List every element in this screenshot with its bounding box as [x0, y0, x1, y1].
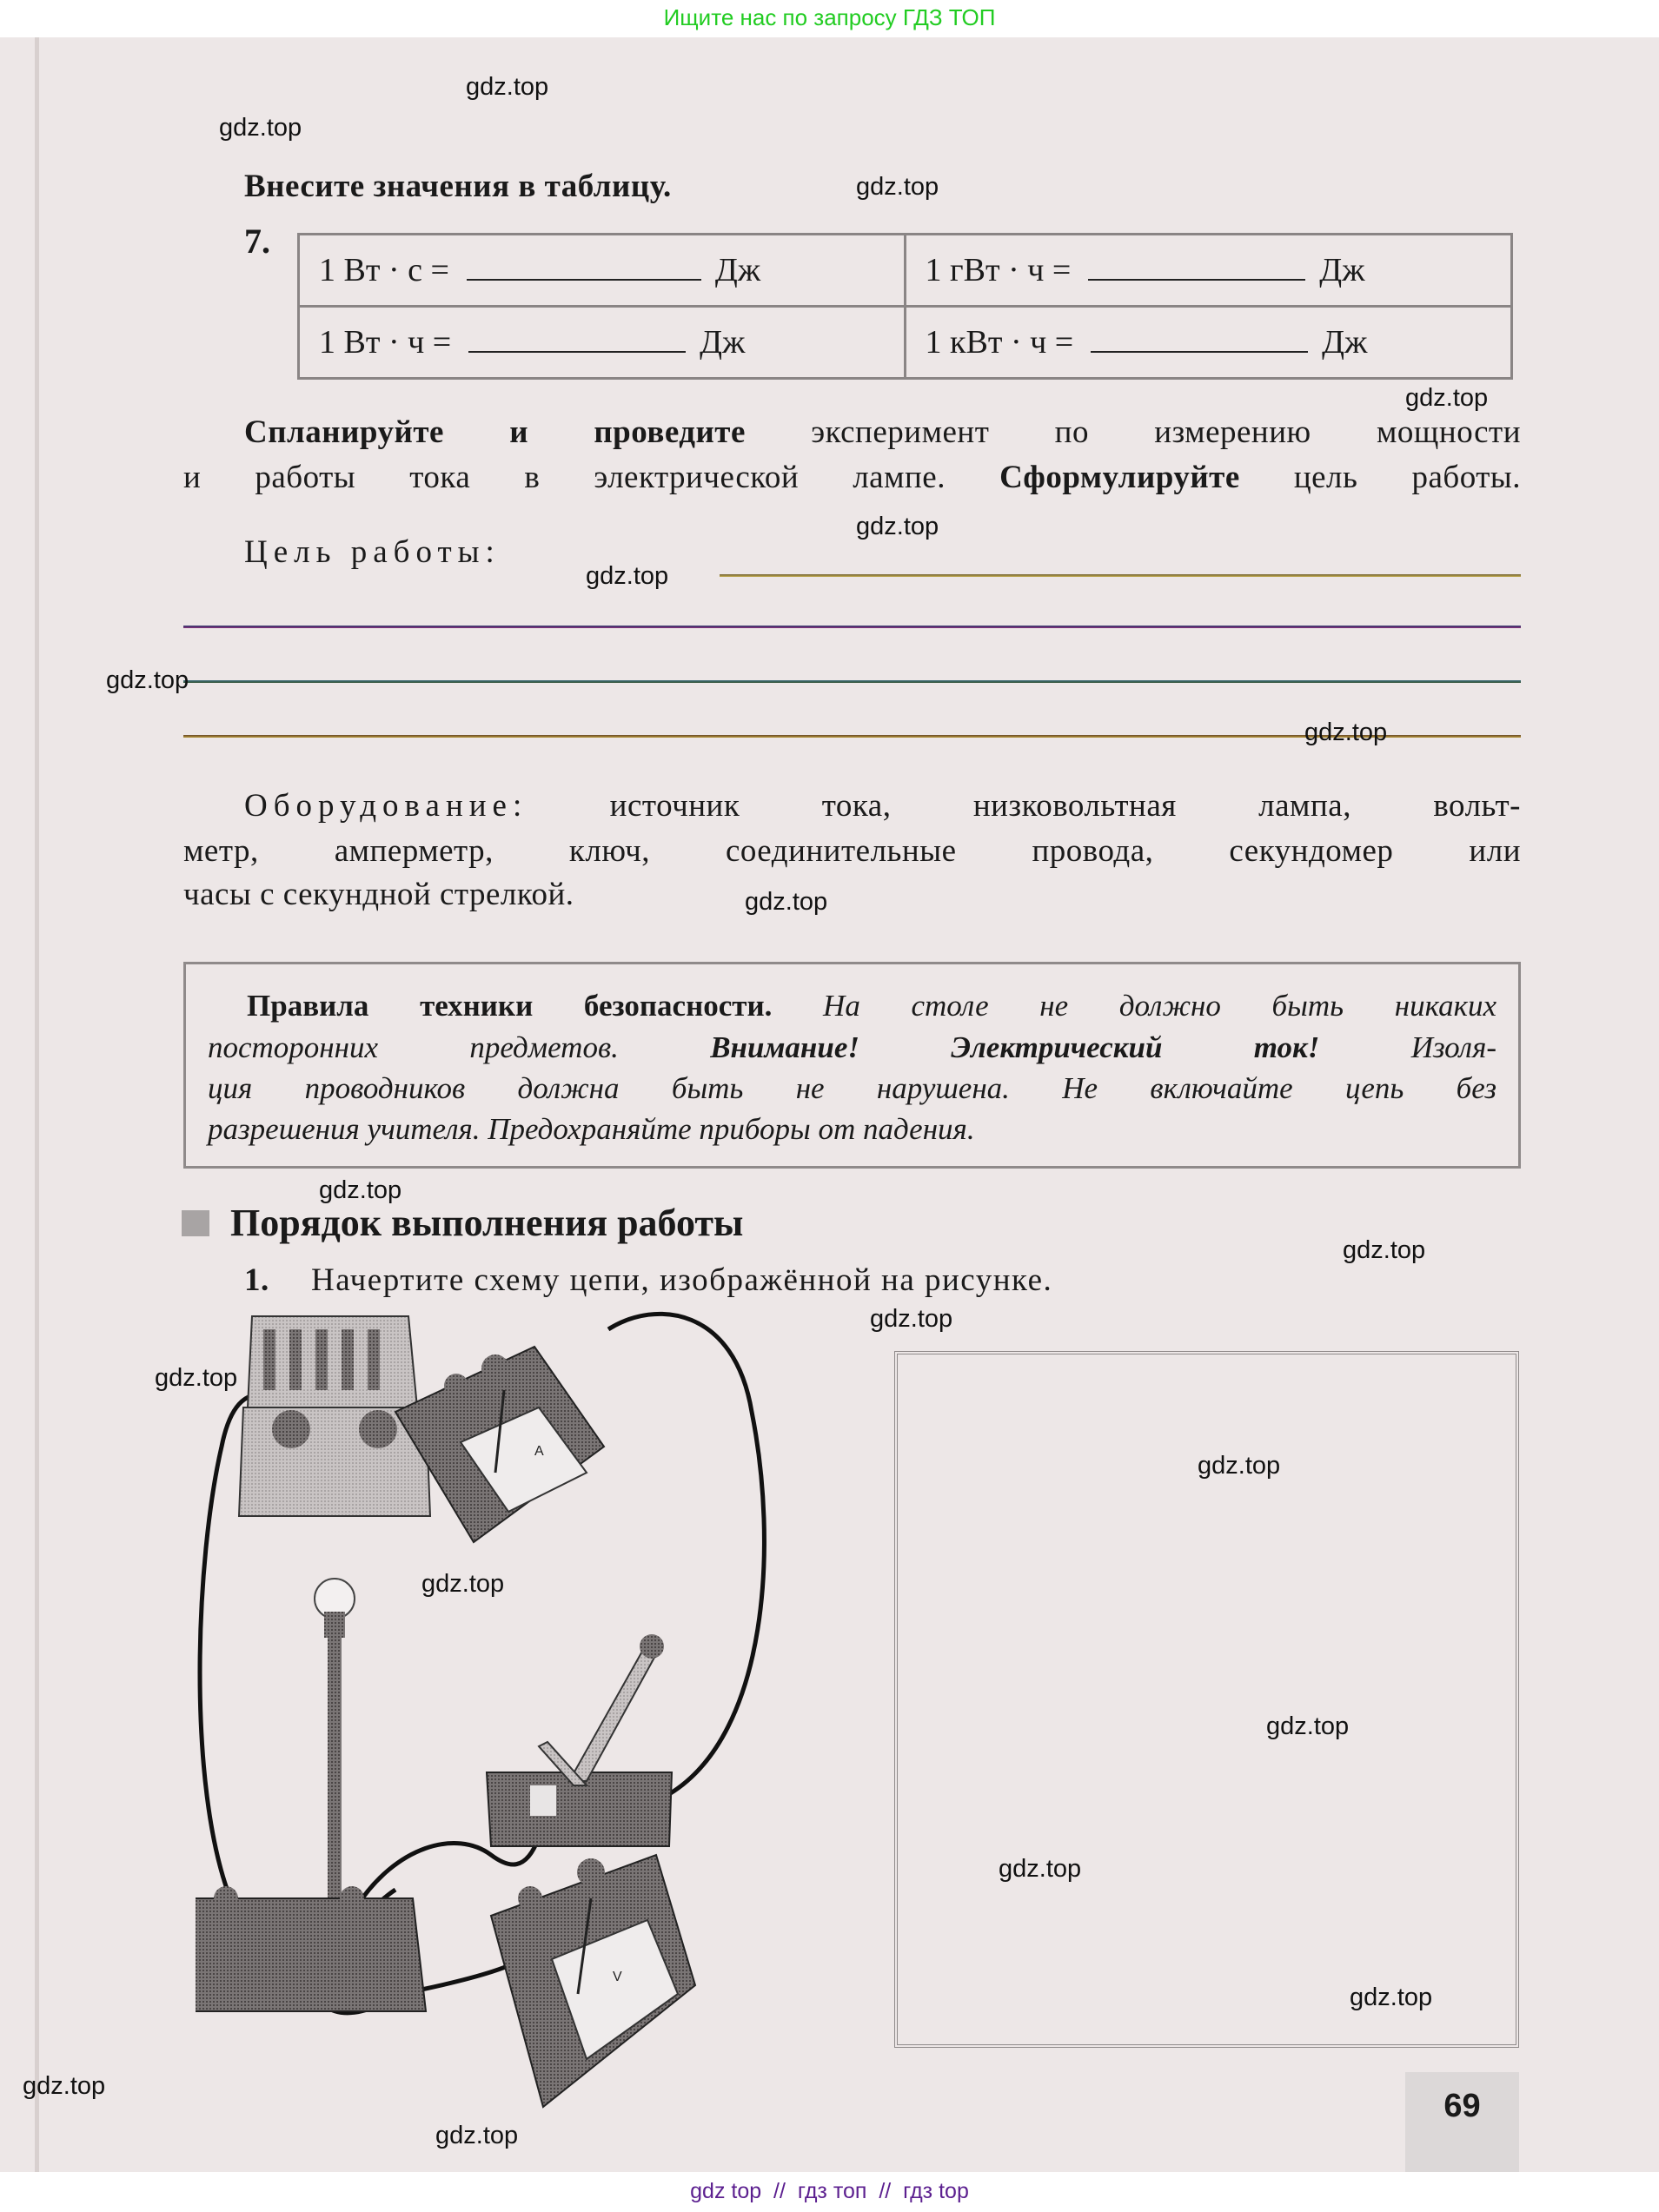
circuit-illustration [196, 1299, 856, 2133]
watermark: gdz.top [1304, 719, 1388, 746]
safety-line2 [208, 1027, 1496, 1068]
experiment-intro-line2 [183, 459, 1521, 496]
intro-bold: Спланируйте и проведите [244, 414, 746, 450]
section-bullet-icon [182, 1210, 209, 1236]
safety-text: Изоля- [1319, 1030, 1496, 1064]
watermark: gdz.top [155, 1364, 238, 1392]
watermark: gdz.top [1350, 1984, 1433, 2011]
watermark: gdz.top [1343, 1236, 1426, 1264]
watermark: gdz.top [1198, 1452, 1281, 1480]
section-heading: Порядок выполнения работы [230, 1202, 744, 1244]
watermark: gdz.top [466, 73, 549, 101]
goal-line-2[interactable] [183, 626, 1521, 628]
watermark: gdz.top [421, 1570, 505, 1598]
safety-text: На столе не должно быть никаких [772, 989, 1496, 1023]
banner-text: Ищите нас по запросу ГДЗ ТОП [663, 4, 996, 30]
table-cell [905, 235, 1511, 307]
table-cell [299, 235, 906, 307]
intro-text: цель работы. [1239, 460, 1522, 495]
watermark: gdz.top [1266, 1712, 1350, 1740]
cell-unit: Дж [1322, 324, 1368, 361]
watermark: gdz.top [319, 1176, 402, 1204]
equipment-text: источник тока, низковольтная лампа, вольт- [528, 788, 1521, 824]
safety-text: посторонних предметов. [208, 1030, 619, 1064]
safety-warning: Внимание! Электрический ток! [618, 1030, 1320, 1064]
watermark: gdz.top [870, 1305, 953, 1333]
footer-text: gdz top // гдз топ // гдз top [690, 2179, 969, 2203]
experiment-intro-line1 [244, 414, 1521, 451]
cell-unit: Дж [1319, 252, 1365, 288]
page-number: 69 [1405, 2072, 1519, 2172]
watermark: gdz.top [106, 666, 189, 694]
equipment-line1 [244, 787, 1521, 825]
cell-expression: 1 гВт · ч = [925, 252, 1072, 288]
intro-bold: Сформулируйте [999, 460, 1240, 495]
task-number: 7. [244, 222, 270, 261]
equipment-label: Оборудование: [244, 788, 528, 824]
answer-blank[interactable] [467, 279, 701, 281]
conversion-table [297, 233, 1513, 380]
answer-blank[interactable] [1091, 351, 1308, 353]
voltmeter-icon [491, 1855, 695, 2107]
answer-blank[interactable] [468, 351, 686, 353]
search-banner [0, 0, 1659, 37]
cell-unit: Дж [714, 252, 761, 288]
table-cell [905, 307, 1511, 379]
watermark: gdz.top [856, 173, 939, 201]
footer-banner [0, 2172, 1659, 2212]
equipment-line2: метр, амперметр, ключ, соединительные провода, секундомер или [183, 833, 1521, 869]
table-row [299, 307, 1512, 379]
goal-line-3[interactable] [183, 680, 1521, 683]
answer-blank[interactable] [1088, 279, 1305, 281]
watermark: gdz.top [856, 513, 939, 540]
safety-title: Правила техники безопасности. [247, 989, 773, 1023]
cell-unit: Дж [700, 324, 746, 361]
ammeter-label: A [534, 1444, 544, 1459]
watermark: gdz.top [1405, 384, 1489, 412]
table-row [299, 235, 1512, 307]
intro-text: эксперимент по измерению мощности [745, 414, 1522, 450]
watermark: gdz.top [745, 888, 828, 916]
step-number: 1. [244, 1262, 269, 1298]
task-instruction: Внесите значения в таблицу. [244, 169, 672, 204]
goal-line-1[interactable] [720, 574, 1521, 577]
cell-expression: 1 кВт · ч = [925, 324, 1074, 361]
voltmeter-label: V [613, 1970, 622, 1984]
cell-expression: 1 Вт · с = [319, 252, 449, 288]
equipment-line3: часы с секундной стрелкой. [183, 877, 574, 912]
safety-line3: ция проводников должна быть не нарушена. Не включайте цепь без [208, 1071, 1496, 1105]
safety-line4: разрешения учителя. Предохраняйте приборы от падения. [208, 1112, 975, 1146]
lamp-icon [196, 1579, 426, 2011]
intro-text: и работы тока в электрической лампе. [183, 460, 946, 495]
watermark: gdz.top [23, 2072, 106, 2100]
watermark: gdz.top [586, 562, 669, 590]
safety-line1 [247, 985, 1496, 1026]
step-text: Начертите схему цепи, изображённой на рисунке. [311, 1262, 1053, 1298]
watermark: gdz.top [435, 2122, 519, 2149]
goal-label: Цель работы: [244, 534, 501, 570]
page-gutter [35, 37, 39, 2172]
table-cell [299, 307, 906, 379]
watermark: gdz.top [999, 1855, 1082, 1883]
safety-rules-box [183, 962, 1521, 1169]
cell-expression: 1 Вт · ч = [319, 324, 452, 361]
watermark: gdz.top [219, 114, 302, 142]
switch-icon [487, 1634, 672, 1846]
